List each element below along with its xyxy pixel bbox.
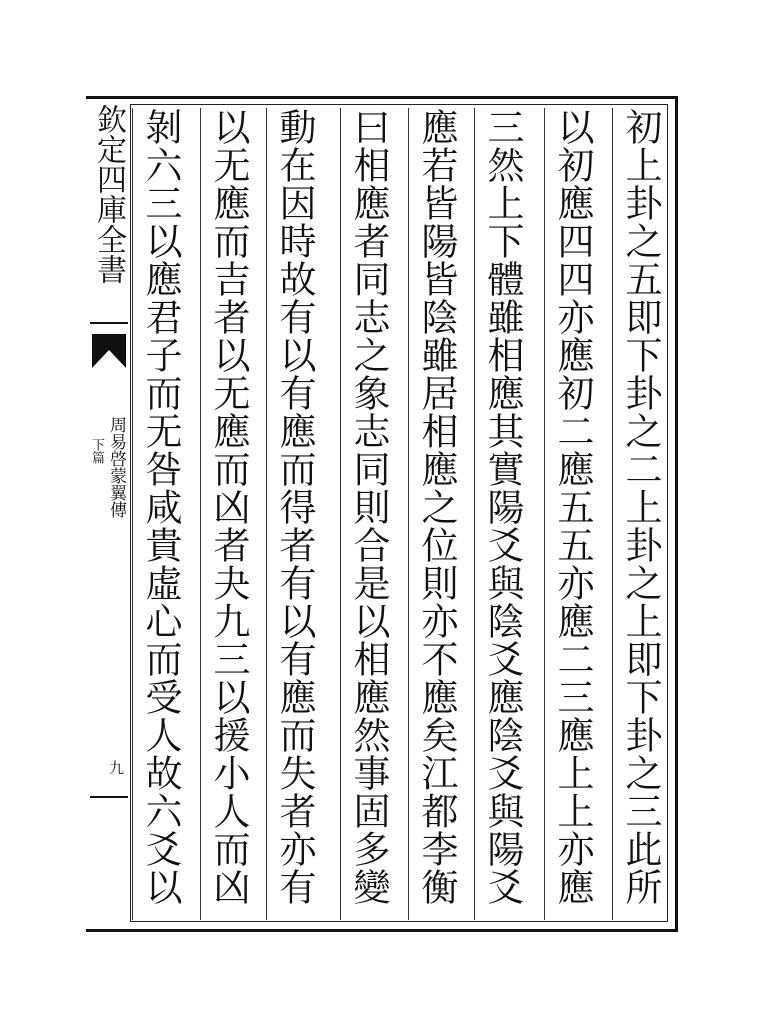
section-label: 下篇 — [89, 438, 104, 464]
margin-rule-bottom — [90, 796, 128, 798]
text-column-6: 動在因時故有以有應而得者有以有應而失者亦有 — [266, 108, 322, 920]
text-column-3: 三然上下體雖相應其實陽爻與陰爻應陰爻與陽爻 — [474, 108, 530, 920]
top-border-rule — [86, 96, 678, 99]
text-column-4: 應若皆陽皆陰雖居相應之位則亦不應矣江都李衡 — [408, 108, 464, 920]
text-column-1: 初上卦之五即下卦之二上卦之上即下卦之三此所 — [612, 108, 668, 920]
text-column-5: 曰相應者同志之象志同則合是以相應然事固多變 — [340, 108, 396, 920]
bottom-border-rule — [86, 929, 678, 932]
book-title: 周易啓蒙翼傳 — [106, 416, 126, 518]
library-title: 欽定四庫全書 — [91, 104, 126, 284]
fishtail-mark-icon — [92, 334, 126, 374]
text-column-8: 剝六三以應君子而无咎咸貴虛心而受人故六爻以 — [132, 108, 188, 920]
leaf-number: 九 — [107, 760, 125, 775]
text-column-2: 以初應四四亦應初二應五五亦應二三應上上亦應 — [544, 108, 600, 920]
text-column-7: 以无應而吉者以无應而凶者夬九三以援小人而凶 — [200, 108, 256, 920]
margin-rule-top — [90, 322, 128, 324]
